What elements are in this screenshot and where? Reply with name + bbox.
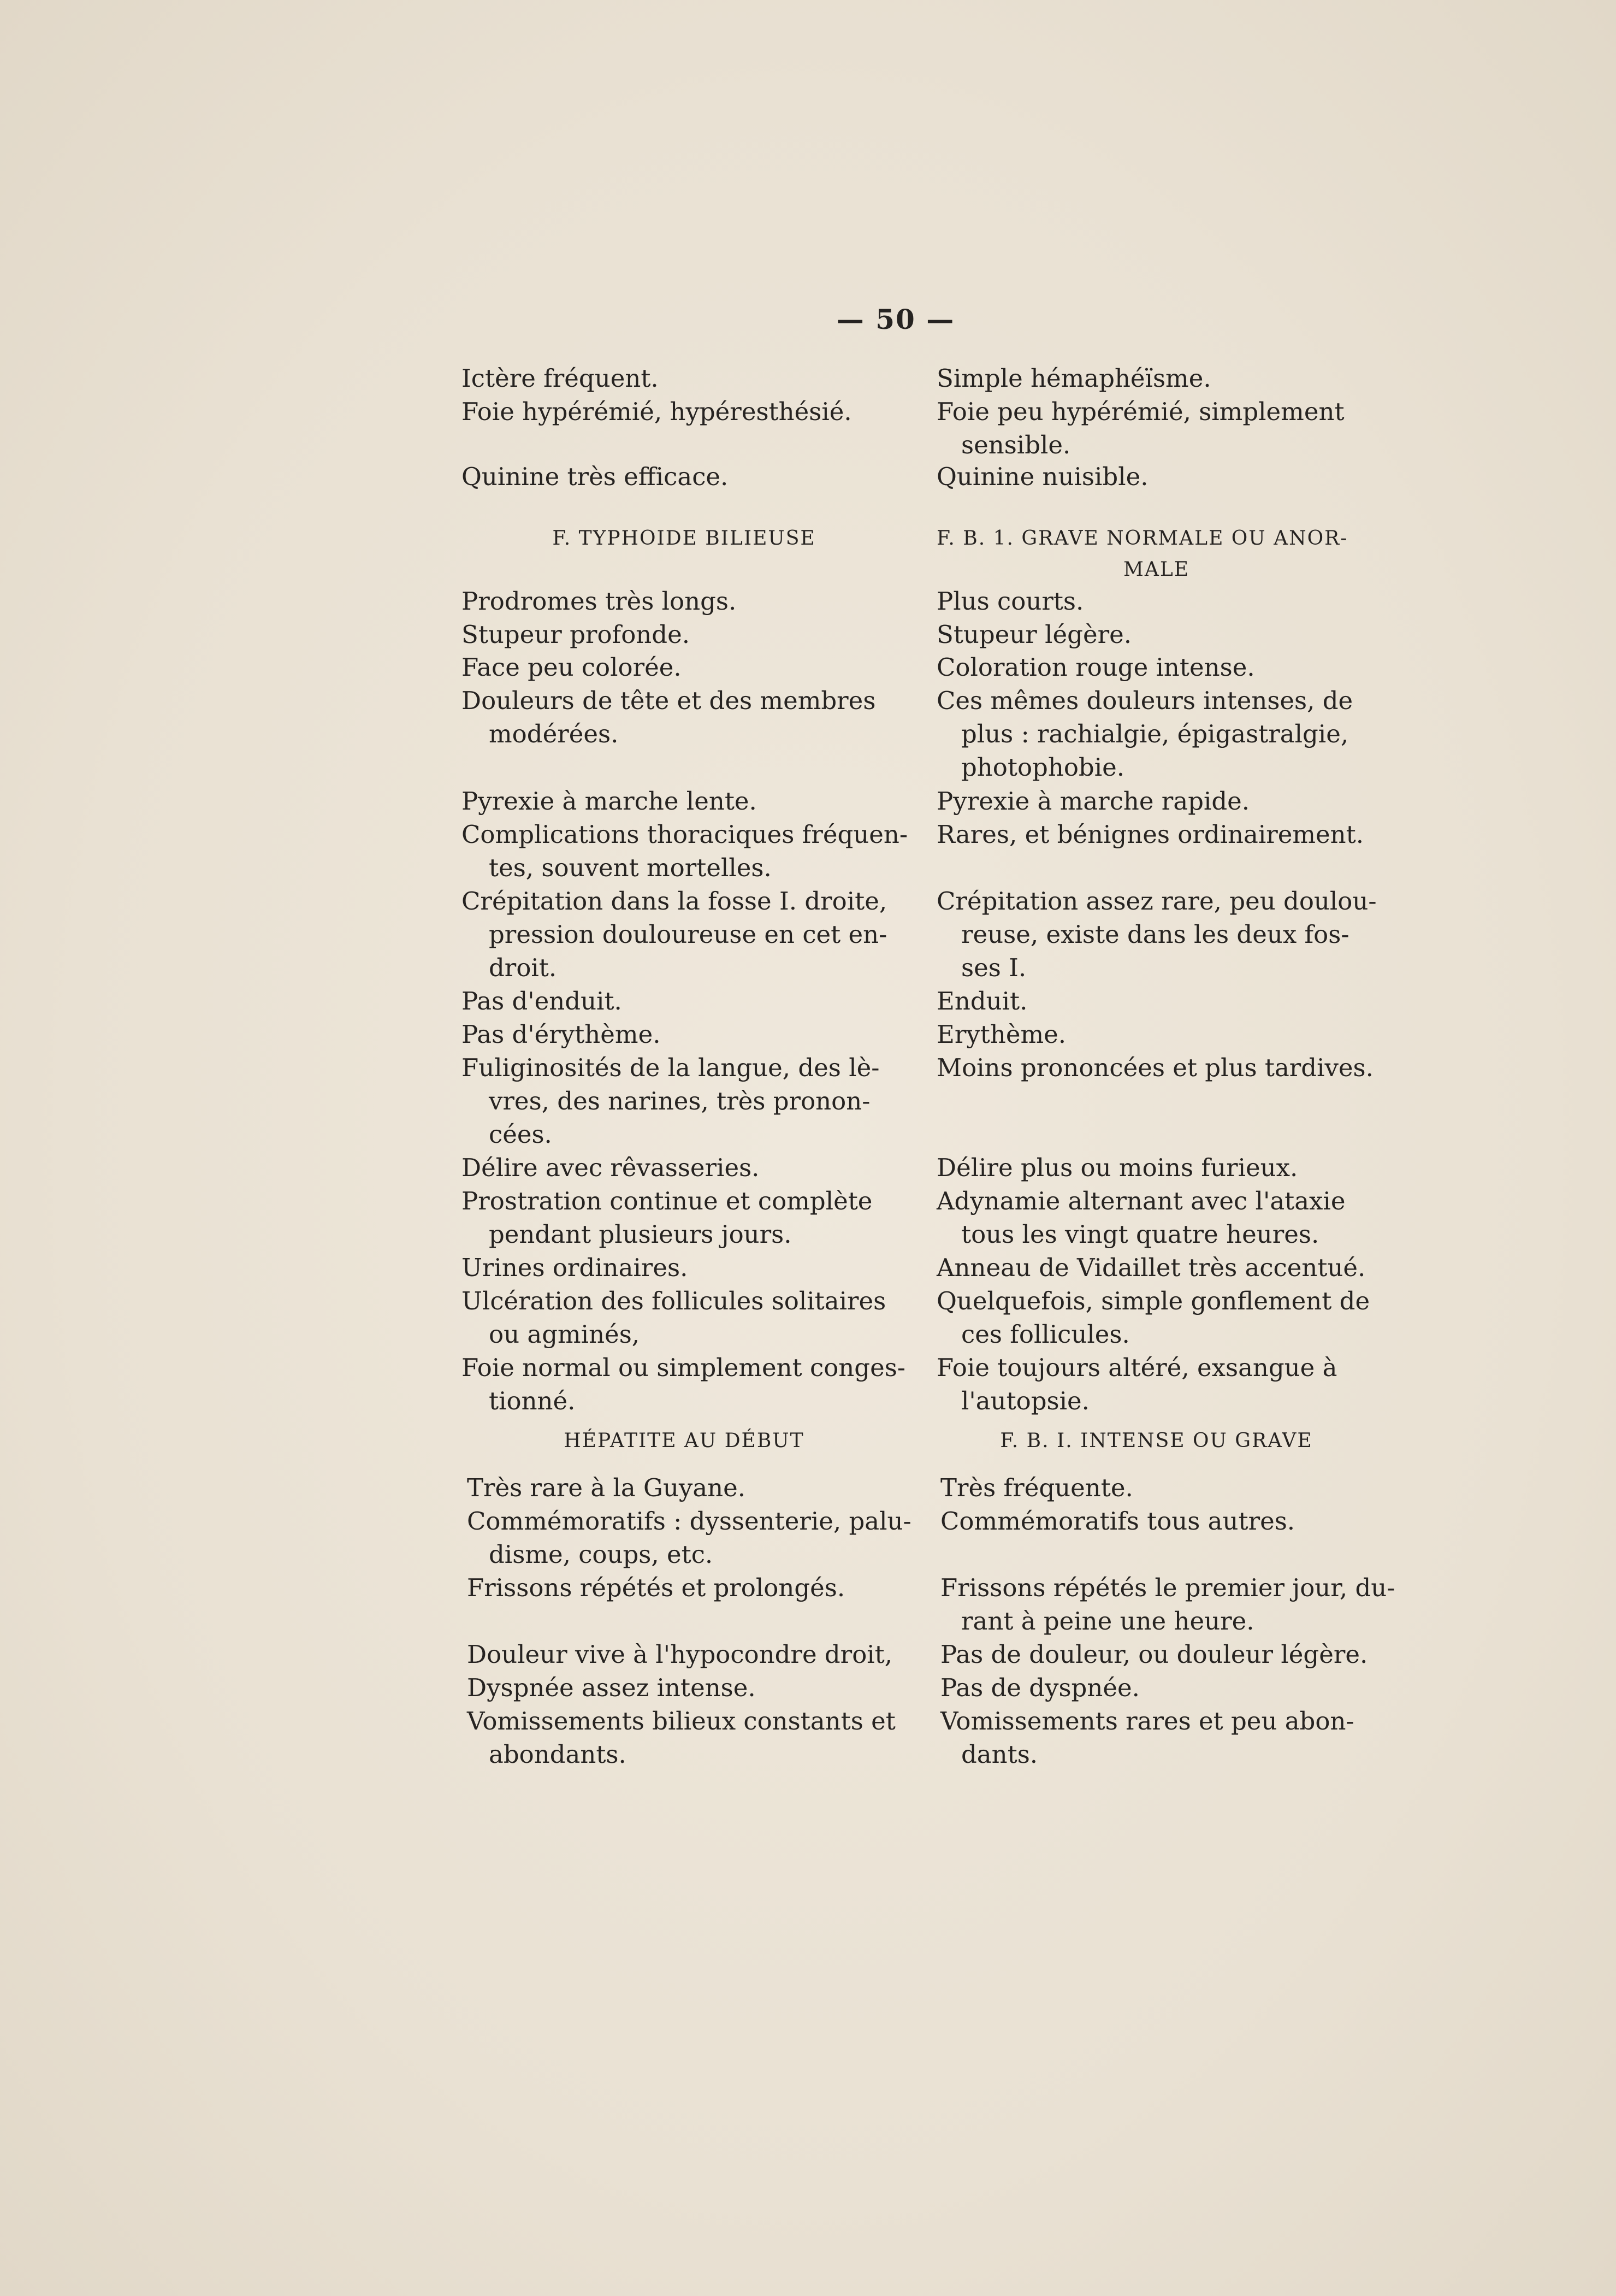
text-line: Urines ordinaires. [461, 1253, 688, 1282]
text-line: plus : rachialgie, épigastralgie, [961, 719, 1349, 748]
text-line: Très rare à la Guyane. [467, 1473, 746, 1502]
text-line: abondants. [489, 1740, 626, 1769]
text-line: ces follicules. [961, 1320, 1130, 1349]
text-line: Frissons répétés le premier jour, du- [940, 1573, 1395, 1602]
text-line: tes, souvent mortelles. [489, 853, 772, 882]
text-line: Face peu colorée. [461, 653, 682, 682]
section-heading-hepatite-au-debut: HÉPATITE AU DÉBUT [564, 1430, 804, 1452]
text-line: pendant plusieurs jours. [489, 1220, 792, 1249]
text-line: Vomissements rares et peu abon- [940, 1707, 1354, 1736]
text-line: ses I. [961, 953, 1027, 982]
text-line: Frissons répétés et prolongés. [467, 1573, 845, 1602]
text-line: Ces mêmes douleurs intenses, de [937, 686, 1353, 715]
text-line: Prostration continue et complète [461, 1187, 873, 1215]
text-line: modérées. [489, 719, 619, 748]
text-line: Complications thoraciques fréquen- [461, 820, 908, 849]
text-line: droit. [489, 953, 557, 982]
text-line: Ulcération des follicules solitaires [461, 1286, 886, 1315]
text-line: Moins prononcées et plus tardives. [937, 1053, 1374, 1082]
text-line: Plus courts. [937, 587, 1084, 616]
text-line: Dyspnée assez intense. [467, 1673, 756, 1702]
text-line: Quinine nuisible. [937, 462, 1149, 491]
text-line: Coloration rouge intense. [937, 653, 1255, 682]
text-line: Pyrexie à marche rapide. [937, 787, 1250, 816]
text-line: Pyrexie à marche lente. [461, 787, 757, 816]
text-line: Foie normal ou simplement conges- [461, 1353, 906, 1382]
text-line: dants. [961, 1740, 1038, 1769]
text-line: Quinine très efficace. [461, 462, 729, 491]
text-line: Prodromes très longs. [461, 587, 737, 616]
text-line: Douleur vive à l'hypocondre droit, [467, 1640, 893, 1669]
text-line: Commémoratifs tous autres. [940, 1507, 1295, 1536]
text-line: Douleurs de tête et des membres [461, 686, 876, 715]
text-line: pression douloureuse en cet en- [489, 920, 887, 949]
text-line: disme, coups, etc. [489, 1540, 713, 1569]
section-heading-fb-grave-normale-continued: MALE [1123, 558, 1190, 581]
section-heading-typhoide-bilieuse: F. TYPHOIDE BILIEUSE [552, 527, 816, 550]
text-line: Pas de dyspnée. [940, 1673, 1140, 1702]
text-line: Foie toujours altéré, exsangue à [937, 1353, 1337, 1382]
text-line: Délire plus ou moins furieux. [937, 1153, 1298, 1182]
text-line: Pas de douleur, ou douleur légère. [940, 1640, 1368, 1669]
text-line: vres, des narines, très pronon- [489, 1087, 871, 1115]
text-line: tous les vingt quatre heures. [961, 1220, 1319, 1249]
text-line: Commémoratifs : dyssenterie, palu- [467, 1507, 911, 1536]
text-line: Fuliginosités de la langue, des lè- [461, 1053, 880, 1082]
text-line: Pas d'érythème. [461, 1020, 661, 1049]
text-line: Foie peu hypérémié, simplement [937, 397, 1345, 426]
text-line: Ictère fréquent. [461, 364, 659, 393]
text-line: photophobie. [961, 753, 1125, 782]
text-line: l'autopsie. [961, 1386, 1090, 1415]
text-line: Enduit. [937, 987, 1028, 1016]
text-line: Erythème. [937, 1020, 1067, 1049]
text-line: reuse, existe dans les deux fos- [961, 920, 1349, 949]
text-line: Crépitation assez rare, peu doulou- [937, 887, 1377, 916]
page-number: — 50 — [836, 303, 955, 335]
text-line: Rares, et bénignes ordinairement. [937, 820, 1364, 849]
text-line: Vomissements bilieux constants et [467, 1707, 896, 1736]
section-heading-fb-intense-grave: F. B. I. INTENSE OU GRAVE [1000, 1430, 1313, 1452]
text-line: Adynamie alternant avec l'ataxie [937, 1187, 1346, 1215]
text-line: Pas d'enduit. [461, 987, 622, 1016]
text-line: ou agminés, [489, 1320, 640, 1349]
text-line: Délire avec rêvasseries. [461, 1153, 760, 1182]
text-line: Stupeur légère. [937, 620, 1132, 649]
text-line: Stupeur profonde. [461, 620, 690, 649]
text-line: Très fréquente. [940, 1473, 1133, 1502]
text-line: cées. [489, 1120, 552, 1149]
text-line: Simple hémaphéïsme. [937, 364, 1211, 393]
text-line: tionné. [489, 1386, 576, 1415]
text-line: Foie hypérémié, hypéresthésié. [461, 397, 852, 426]
text-line: rant à peine une heure. [961, 1607, 1254, 1636]
text-line: Crépitation dans la fosse I. droite, [461, 887, 887, 916]
text-line: sensible. [961, 430, 1071, 459]
text-line: Quelquefois, simple gonflement de [937, 1286, 1370, 1315]
section-heading-fb-grave-normale: F. B. 1. GRAVE NORMALE OU ANOR- [937, 527, 1348, 550]
text-line: Anneau de Vidaillet très accentué. [937, 1253, 1366, 1282]
